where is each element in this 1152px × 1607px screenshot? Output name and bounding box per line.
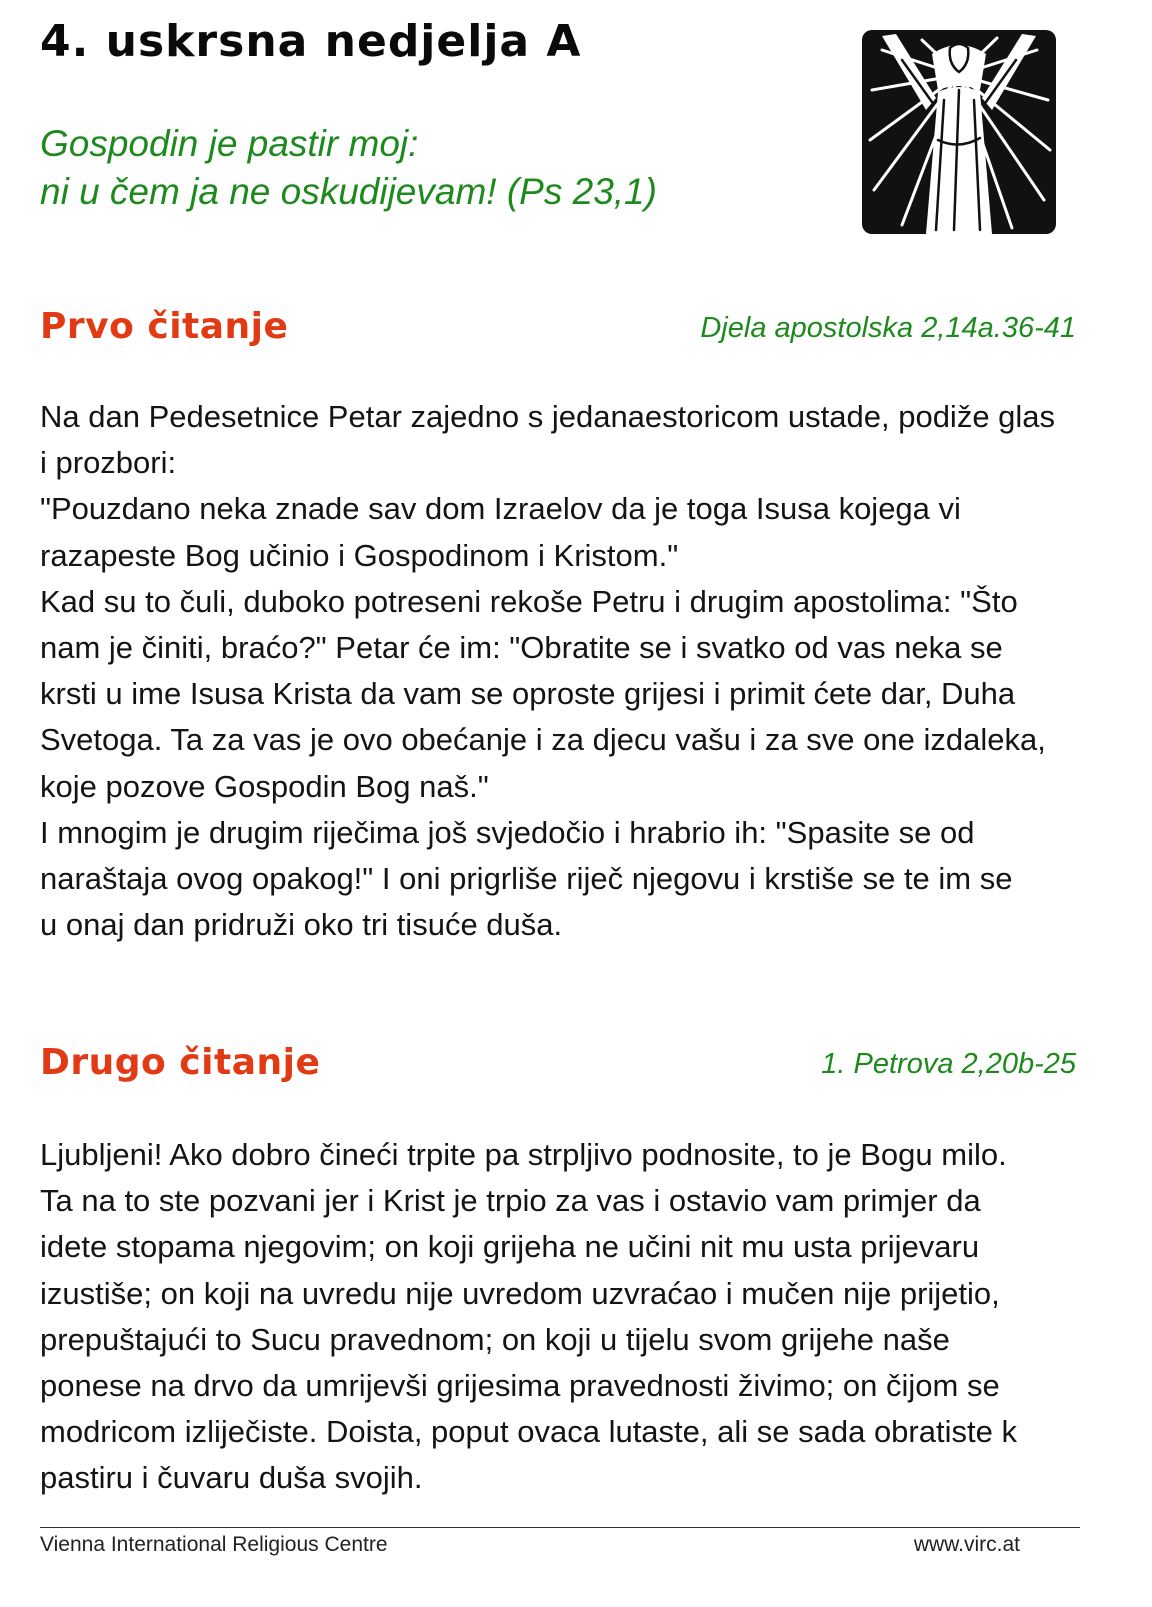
text-line: Svetoga. Ta za vas je ovo obećanje i za djecu vašu i za sve one izdaleka, xyxy=(40,722,1046,758)
text-line: Na dan Pedesetnice Petar zajedno s jedanaestoricom ustade, podiže glas xyxy=(40,399,1056,434)
footer-divider xyxy=(40,1527,1080,1528)
page-title: 4. uskrsna nedjelja A xyxy=(40,16,582,67)
text-line: Kad su to čuli, duboko potreseni rekoše Petru i drugim apostolima: "Što xyxy=(40,583,1018,619)
text-line: pastiru i čuvaru duša svojih. xyxy=(40,1460,423,1496)
text-line: krsti u ime Isusa Krista da vam se oproste grijesi i primit ćete dar, Duha xyxy=(40,676,1016,712)
first-reading-title: Prvo čitanje xyxy=(40,306,289,347)
second-reading-title: Drugo čitanje xyxy=(40,1042,321,1083)
text-line: Ta na to ste pozvani jer i Krist je trpio za vas i ostavio vam primjer da xyxy=(40,1183,981,1219)
psalm-motto xyxy=(40,120,657,216)
text-line: Ljubljeni! Ako dobro čineći trpite pa strpljivo podnosite, to je Bogu milo. xyxy=(40,1137,1007,1172)
text-line: izustiše; on koji na uvredu nije uvredom uzvraćao i mučen nije prijetio, xyxy=(40,1275,1000,1311)
footer-website-link[interactable]: www.virc.at xyxy=(913,1533,1020,1556)
first-reading-text xyxy=(40,394,1100,948)
text-line: prepuštajući to Sucu pravednom; on koji u tijelu svom grijehe naše xyxy=(40,1321,950,1357)
text-line: naraštaja ovog opakog!" I oni prigrliše riječ njegovu i krstiše se te im se xyxy=(40,861,1013,897)
text-line: i prozbori: xyxy=(40,445,177,481)
first-reading-reference: Djela apostolska 2,14a.36-41 xyxy=(700,312,1076,344)
text-line: modricom izliječiste. Doista, poput ovaca lutaste, ali se sada obratiste k xyxy=(40,1414,1017,1450)
text-line: I mnogim je drugim riječima još svjedočio i hrabrio ih: "Spasite se od xyxy=(40,814,975,850)
text-line: u onaj dan pridruži oko tri tisuće duša. xyxy=(40,907,563,943)
footer-organization: Vienna International Religious Centre xyxy=(40,1533,388,1556)
text-line: idete stopama njegovim; on koji grijeha ne učini nit mu usta prijevaru xyxy=(40,1229,980,1265)
text-line: koje pozove Gospodin Bog naš." xyxy=(40,768,489,804)
text-line: nam je činiti, braćo?" Petar će im: "Obratite se i svatko od vas neka se xyxy=(40,630,1003,666)
second-reading-text xyxy=(40,1132,1100,1502)
motto-line: Gospodin je pastir moj: xyxy=(40,123,419,164)
text-line: razapeste Bog učinio i Gospodinom i Kristom." xyxy=(40,537,679,573)
motto-line: ni u čem ja ne oskudijevam! (Ps 23,1) xyxy=(40,171,657,212)
risen-christ-woodcut-icon xyxy=(862,30,1056,234)
text-line: ponese na drvo da umrijevši grijesima pravednosti živimo; on čijom se xyxy=(40,1368,1000,1404)
text-line: "Pouzdano neka znade sav dom Izraelov da je toga Isusa kojega vi xyxy=(40,491,961,527)
second-reading-reference: 1. Petrova 2,20b-25 xyxy=(821,1048,1076,1080)
